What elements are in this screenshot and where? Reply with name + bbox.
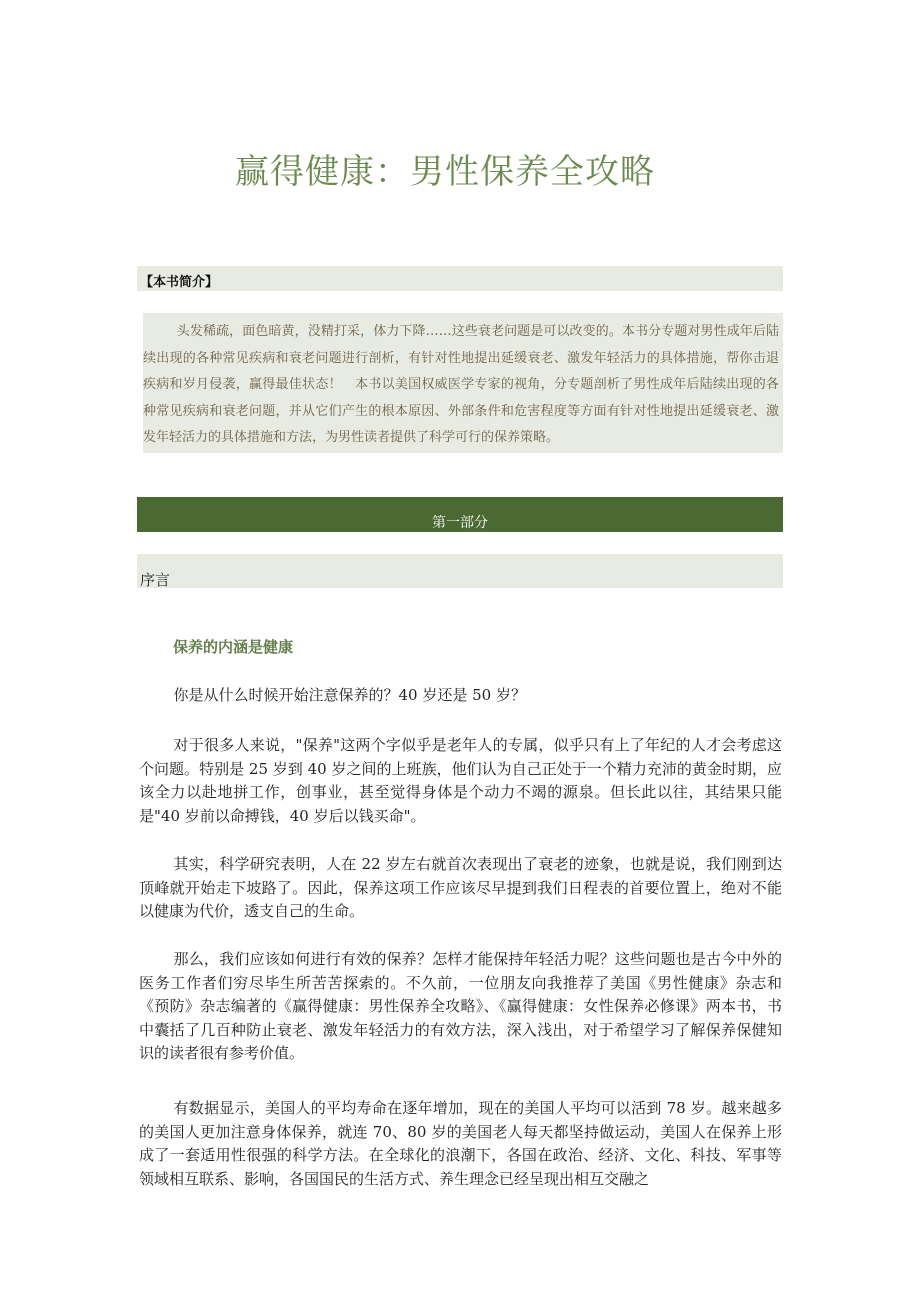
preface-bar (137, 554, 783, 588)
intro-label: 【本书简介】 (140, 275, 219, 290)
intro-text: 头发稀疏，面色暗黄，没精打采，体力下降……这些衰老问题是可以改变的。本书分专题对男性成年后陆续出现的各种常见疾病和衰老问题进行剖析，有针对性地提出延缓衰老、激发年轻活力的具体措施，帮你击退疾病和岁月侵袭，赢得最佳状态！ 本书以美国权威医学专家的视角，分专题剖析了男性成年后陆续出现的各种常见疾病和衰老问题，并从它们产生的根本原因、外部条件和危害程度等方面有针对性地提出延缓衰老、激发年轻活力的具体措施和方法，为男性读者提供了科学可行的保养策略。 (143, 324, 779, 445)
intro-label-bar (137, 266, 783, 291)
section-heading: 保养的内涵是健康 (173, 638, 294, 656)
paragraph: 对于很多人来说，"保养"这两个字似乎是老年人的专属，似乎只有上了年纪的人才会考虑这个问题。特别是 25 岁到 40 岁之间的上班族，他们认为自己正处于一个精力充沛的黄金时期，应该全力以赴地拼工作，创事业，甚至觉得身体是个动力不竭的源泉。但长此以往，其结果只能是"40 岁前以命搏钱，40 岁后以钱买命"。 (139, 736, 782, 825)
paragraph: 那么，我们应该如何进行有效的保养？怎样才能保持年轻活力呢？这些问题也是古今中外的医务工作者们穷尽毕生所苦苦探索的。不久前，一位朋友向我推荐了美国《男性健康》杂志和《预防》杂志编著的《赢得健康：男性保养全攻略》、《赢得健康：女性保养必修课》两本书，书中囊括了几百种防止衰老、激发年轻活力的有效方法，深入浅出，对于希望学习了解保养保健知识的读者很有参考价值。 (139, 950, 782, 1062)
paragraph: 有数据显示，美国人的平均寿命在逐年增加，现在的美国人平均可以活到 78 岁。越来越多的美国人更加注意身体保养，就连 70、80 岁的美国老人每天都坚持做运动，美国人在保养上形成了一套适用性很强的科学方法。在全球化的浪潮下，各国在政治、经济、文化、科技、军事等领域相互联系、影响，各国国民的生活方式、养生理念已经呈现出相互交融之 (139, 1099, 782, 1188)
paragraph: 其实，科学研究表明，人在 22 岁左右就首次表现出了衰老的迹象，也就是说，我们刚到达顶峰就开始走下坡路了。因此，保养这项工作应该尽早提到我们日程表的首要位置上，绝对不能以健康为代价，透支自己的生命。 (139, 855, 782, 920)
page-title: 赢得健康：男性保养全攻略 (235, 152, 655, 192)
part-label: 第一部分 (432, 515, 488, 531)
paragraph: 你是从什么时候开始注意保养的？40 岁还是 50 岁？ (173, 686, 526, 704)
preface-label: 序言 (140, 571, 171, 589)
